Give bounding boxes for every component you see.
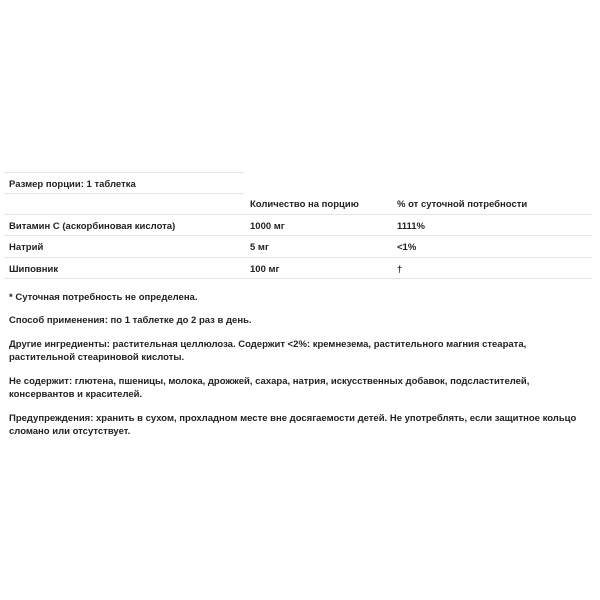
table-row <box>4 236 592 258</box>
ingredient-daily-value: 1111% <box>397 220 426 232</box>
header-amount: Количество на порцию <box>250 199 359 210</box>
ingredient-name: Витамин С (аскорбиновая кислота) <box>9 220 176 232</box>
table-header-row <box>4 193 592 215</box>
serving-size-row <box>4 172 244 194</box>
other-ingredients: Другие ингредиенты: растительная целлюлоза. Содержит <2%: кремнезема, растительного магния стеарата, растительной стеариновой кислоты. <box>9 339 527 363</box>
ingredient-amount: 1000 мг <box>250 220 285 232</box>
header-daily-value: % от суточной потребности <box>397 199 528 210</box>
ingredient-amount: 5 мг <box>250 242 269 253</box>
serving-size-label: Размер порции: 1 таблетка <box>9 179 136 190</box>
ingredient-name: Натрий <box>9 242 44 253</box>
ingredient-daily-value: <1% <box>397 242 417 253</box>
table-row <box>4 215 592 237</box>
table-row <box>4 258 592 280</box>
daily-value-footnote: * Суточная потребность не определена. <box>9 292 198 303</box>
notes-section <box>9 291 594 449</box>
ingredient-amount: 100 мг <box>250 263 280 275</box>
usage-instructions: Способ применения: по 1 таблетке до 2 раз в день. <box>9 315 252 326</box>
ingredient-name: Шиповник <box>9 263 59 275</box>
free-of-list: Не содержит: глютена, пшеницы, молока, дрожжей, сахара, натрия, искусственных добавок, подсластителей, консервантов и красителей. <box>9 376 530 400</box>
warnings: Предупреждения: хранить в сухом, прохладном месте вне досягаемости детей. Не употреблять, если защитное кольцо сломано или отсутствует. <box>9 413 577 437</box>
nutrition-table <box>4 193 592 279</box>
ingredient-daily-value: † <box>397 263 403 275</box>
